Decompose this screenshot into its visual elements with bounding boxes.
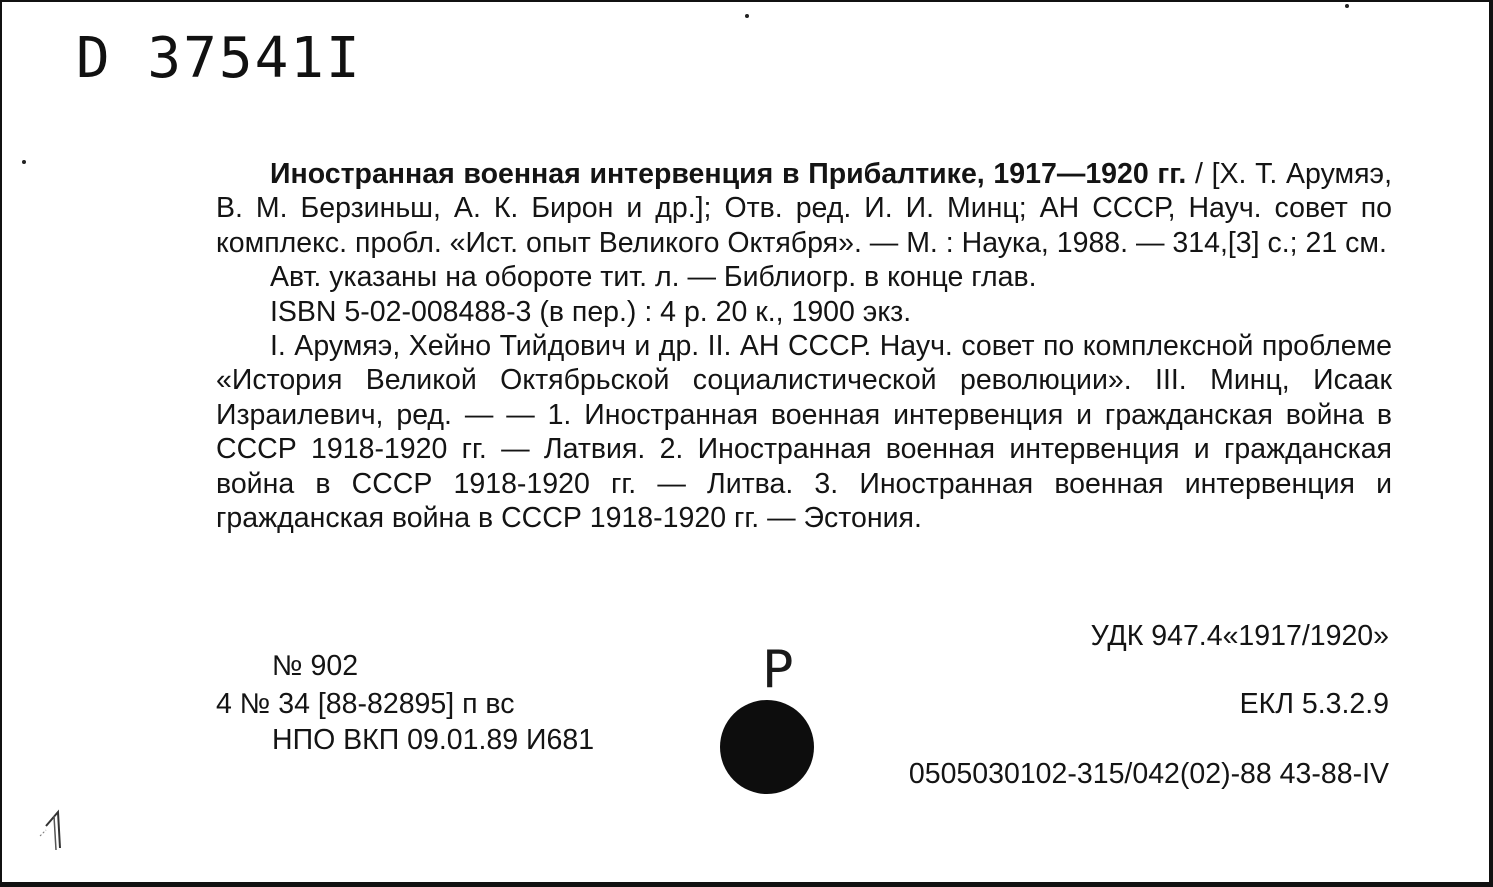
classification-code: 0505030102-315/042(02)-88 43-88-IV <box>908 758 1389 790</box>
ink-speck <box>22 160 26 164</box>
card-border-top <box>0 0 1493 2</box>
bibliographic-description <box>216 157 1392 535</box>
title-paragraph <box>216 157 1392 260</box>
card-border-bottom <box>0 882 1493 887</box>
ink-dot-stamp <box>720 700 814 794</box>
card-border-left <box>0 0 2 887</box>
isbn-line: ISBN 5-02-008488-3 (в пер.) : 4 р. 20 к., 1900 экз. <box>270 295 912 328</box>
card-number: № 902 <box>272 650 359 682</box>
publisher-code: НПО ВКП 09.01.89 И681 <box>272 724 595 756</box>
ekl-code: ЕКЛ 5.3.2.9 <box>1239 688 1389 720</box>
order-number: 4 № 34 [88-82895] п вс <box>216 688 515 720</box>
authors-note: Авт. указаны на обороте тит. л. — Библиогр. в конце глав. <box>270 261 1037 294</box>
handwritten-p-letter: P <box>762 640 794 700</box>
card-border-right <box>1489 0 1493 887</box>
description-rest: / [X. Т. Арумяэ, В. М. Берзиньш, А. К. Бирон и др.]; Отв. ред. И. И. Минц; АН СССР, Науч. совет по комплекс. пробл. «Ист. опыт Великого Октября». — М. : Наука, 1988. — 314,[3] с.; 21 см. <box>216 158 1392 259</box>
book-title: Иностранная военная интервенция в Прибалтике, 1917—1920 гг. <box>270 158 1187 190</box>
handwritten-mark-icon <box>36 790 96 860</box>
ink-speck <box>745 14 749 18</box>
udk-code: УДК 947.4«1917/1920» <box>1090 620 1389 652</box>
tracings-paragraph: I. Арумяэ, Хейно Тийдович и др. II. АН СССР. Науч. совет по комплексной проблеме «История Великой Октябрьской социалистической революции». III. Минц, Исаак Израилевич, ред. — — 1. Иностранная военная интервенция и гражданская война в СССР 1918-1920 гг. — Латвия. 2. Иностранная военная интервенция и гражданская война в СССР 1918-1920 гг. — Литва. 3. Иностранная военная интервенция и гражданская война в СССР 1918-1920 гг. — Эстония. <box>216 330 1392 535</box>
ink-speck <box>1345 4 1349 8</box>
call-number: D 37541I <box>76 26 362 91</box>
